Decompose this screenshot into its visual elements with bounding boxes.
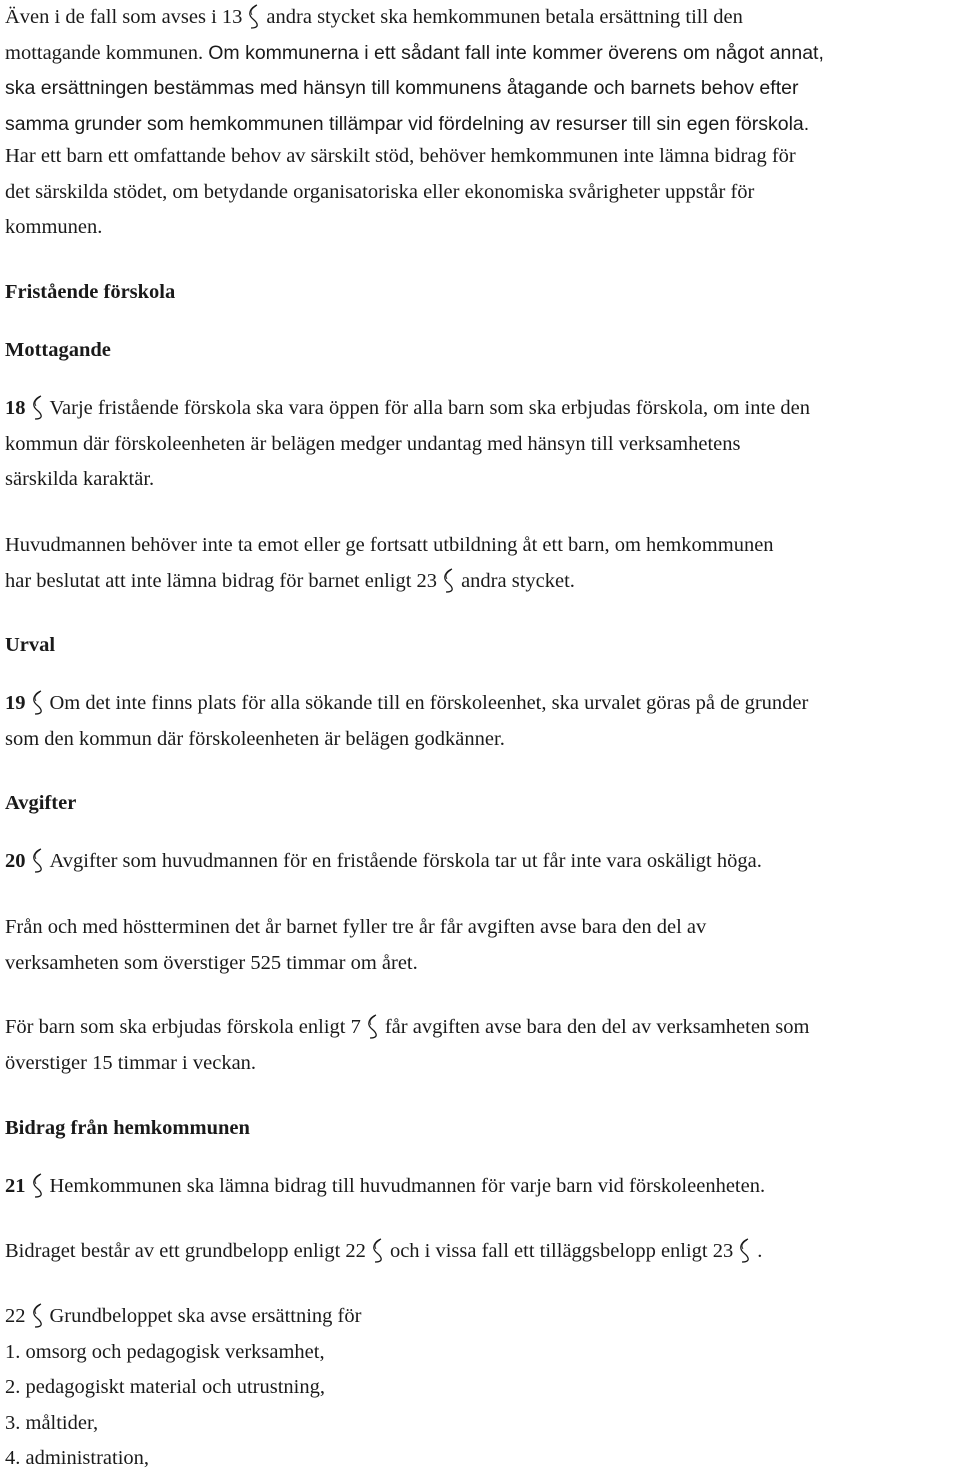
text-segment: har beslutat att inte lämna bidrag för barnet enligt 23 — [5, 569, 438, 592]
paragraph-number: 20 — [5, 850, 26, 872]
text-segment: Även i de fall som avses i 13 — [5, 6, 243, 28]
text-line — [5, 1299, 960, 1335]
text-line — [5, 36, 960, 72]
paragraph-bidraget — [5, 1234, 960, 1270]
paragraph-number: 19 — [5, 692, 26, 714]
section-sign-icon — [737, 1237, 751, 1263]
text-line: Har ett barn ett omfattande behov av särskilt stöd, behöver hemkommunen inte lämna bidrag för — [5, 145, 796, 167]
paragraph-huvudmannen — [5, 528, 960, 599]
text-line: Från och med höstterminen det år barnet fyller tre år får avgiften avse bara den del av — [5, 916, 707, 938]
paragraph-number: 22 — [5, 1305, 26, 1327]
text-line — [5, 391, 960, 427]
text-line: verksamheten som överstiger 525 timmar om året. — [5, 951, 418, 974]
text-line: kommun där förskoleenheten är belägen medger undantag med hänsyn till verksamhetens — [5, 432, 741, 455]
text-line: särskilda karaktär. — [5, 468, 155, 491]
subsection-heading: Urval — [5, 634, 56, 656]
text-line — [5, 1010, 960, 1046]
text-segment: andra stycket ska hemkommunen betala ersättning till den — [266, 6, 743, 28]
text-line: Huvudmannen behöver inte ta emot eller ge fortsatt utbildning åt ett barn, om hemkommunen — [5, 534, 774, 556]
subsection-heading: Mottagande — [5, 339, 111, 361]
paragraph-hostterminen — [5, 910, 960, 981]
text-line: ska ersättningen bestämmas med hänsyn till kommunens åtagande och barnets behov efter — [5, 77, 799, 100]
text-line: det särskilda stödet, om betydande organisatoriska eller ekonomiska svårigheter uppstår för — [5, 180, 755, 203]
text-segment: . — [757, 1240, 763, 1262]
paragraph-number: 21 — [5, 1175, 26, 1197]
text-segment: Om det inte finns plats för alla sökande till en förskoleenhet, ska urvalet göras på de grunder — [49, 692, 809, 714]
list-item: 4. administration, — [5, 1447, 150, 1470]
text-segment: Hemkommunen ska lämna bidrag till huvudmannen för varje barn vid förskoleenheten. — [49, 1175, 766, 1197]
section-sign-icon — [370, 1237, 384, 1263]
text-segment: och i vissa fall ett tilläggsbelopp enligt 23 — [389, 1240, 734, 1262]
section-sign-icon — [30, 689, 44, 715]
text-segment: Grundbeloppet ska avse ersättning för — [49, 1305, 362, 1327]
text-segment: mottagande kommunen. — [5, 41, 204, 64]
list-item: 1. omsorg och pedagogisk verksamhet, — [5, 1340, 325, 1363]
section-sign-icon — [30, 394, 44, 420]
text-line: överstiger 15 timmar i veckan. — [5, 1051, 257, 1074]
paragraph-13-compensation — [5, 0, 960, 142]
paragraph-21 — [5, 1169, 960, 1205]
subsection-heading: Bidrag från hemkommunen — [5, 1117, 250, 1139]
list-item: 3. måltider, — [5, 1411, 99, 1434]
subsection-heading: Avgifter — [5, 792, 77, 814]
paragraph-18 — [5, 391, 960, 498]
paragraph-barn-forskola — [5, 1010, 960, 1081]
text-segment: får avgiften avse bara den del av verksamheten som — [384, 1016, 810, 1038]
text-line — [5, 0, 960, 36]
text-line: kommunen. — [5, 216, 103, 239]
text-line — [5, 844, 960, 880]
text-line: som den kommun där förskoleenheten är belägen godkänner. — [5, 727, 505, 750]
list-item: 2. pedagogiskt material och utrustning, — [5, 1376, 325, 1399]
paragraph-20 — [5, 844, 960, 880]
section-sign-icon — [246, 3, 260, 29]
paragraph-number: 18 — [5, 397, 26, 419]
section-heading: Fristående förskola — [5, 281, 176, 303]
text-line — [5, 1169, 960, 1205]
text-segment: Varje fristående förskola ska vara öppen för alla barn som ska erbjudas förskola, om inte den — [49, 397, 811, 419]
text-line — [5, 686, 960, 722]
text-segment: Bidraget består av ett grundbelopp enligt 22 — [5, 1240, 366, 1262]
text-segment: andra stycket. — [461, 569, 575, 592]
paragraph-special-support — [5, 139, 960, 246]
section-sign-icon — [441, 567, 455, 593]
text-segment: Om kommunerna i ett sådant fall inte kommer överens om något annat, — [208, 41, 824, 64]
text-line — [5, 564, 960, 600]
section-sign-icon — [30, 1172, 44, 1198]
text-segment: För barn som ska erbjudas förskola enligt 7 — [5, 1016, 361, 1038]
section-sign-icon — [30, 847, 44, 873]
text-line: samma grunder som hemkommunen tillämpar vid fördelning av resurser till sin egen förskola. — [5, 112, 810, 135]
section-sign-icon — [365, 1013, 379, 1039]
paragraph-19 — [5, 686, 960, 757]
paragraph-22 — [5, 1299, 960, 1477]
text-line — [5, 1234, 960, 1270]
section-sign-icon — [30, 1302, 44, 1328]
text-segment: Avgifter som huvudmannen för en fristående förskola tar ut får inte vara oskäligt höga. — [49, 850, 762, 872]
